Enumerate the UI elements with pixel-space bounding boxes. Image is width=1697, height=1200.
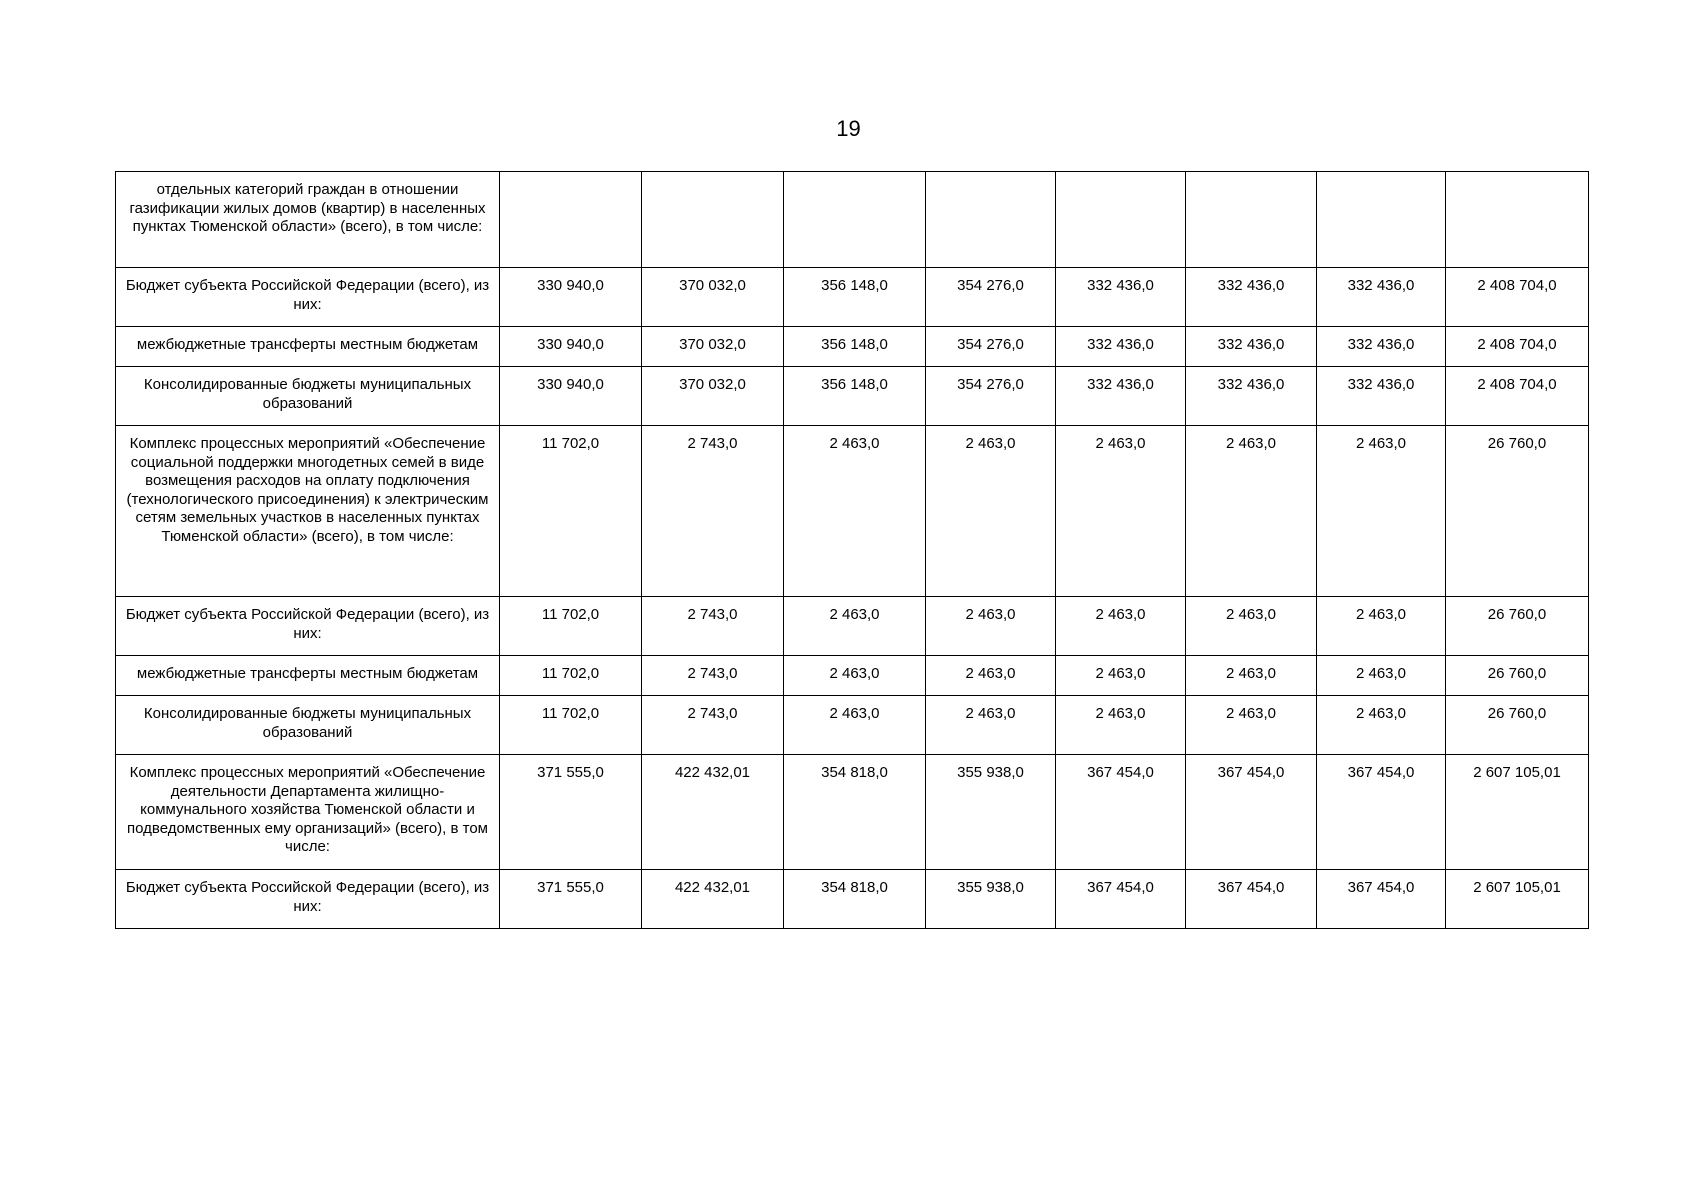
value-cell: 422 432,01	[642, 870, 784, 929]
value-cell: 332 436,0	[1317, 367, 1446, 426]
value-cell: 11 702,0	[500, 597, 642, 656]
table-row	[116, 597, 1589, 656]
value-cell: 2 463,0	[1317, 426, 1446, 597]
value-cell: 367 454,0	[1186, 755, 1317, 870]
value-cell: 354 276,0	[926, 367, 1056, 426]
row-description: межбюджетные трансферты местным бюджетам	[116, 656, 500, 696]
value-cell: 2 463,0	[1186, 656, 1317, 696]
row-description: межбюджетные трансферты местным бюджетам	[116, 327, 500, 367]
value-cell: 332 436,0	[1317, 268, 1446, 327]
value-cell: 332 436,0	[1186, 268, 1317, 327]
value-cell: 11 702,0	[500, 426, 642, 597]
table-row	[116, 656, 1589, 696]
value-cell: 26 760,0	[1446, 597, 1589, 656]
value-cell: 2 463,0	[1056, 656, 1186, 696]
page-number: 19	[836, 116, 861, 141]
value-cell: 2 463,0	[1186, 696, 1317, 755]
value-cell: 2 607 105,01	[1446, 755, 1589, 870]
table-row	[116, 426, 1589, 597]
value-cell: 367 454,0	[1186, 870, 1317, 929]
value-cell: 2 463,0	[1056, 426, 1186, 597]
value-cell: 26 760,0	[1446, 426, 1589, 597]
value-cell: 354 818,0	[784, 870, 926, 929]
value-cell: 2 463,0	[784, 656, 926, 696]
row-description: Консолидированные бюджеты муниципальных образований	[116, 696, 500, 755]
value-cell: 370 032,0	[642, 327, 784, 367]
row-description: Комплекс процессных мероприятий «Обеспечение деятельности Департамента жилищно-коммунального хозяйства Тюменской области и подведомственных ему организаций» (всего), в том числе:	[116, 755, 500, 870]
value-cell: 2 463,0	[926, 426, 1056, 597]
row-description: отдельных категорий граждан в отношении газификации жилых домов (квартир) в населенных пунктах Тюменской области» (всего), в том числе:	[116, 172, 500, 268]
value-cell: 2 463,0	[784, 426, 926, 597]
row-description: Консолидированные бюджеты муниципальных образований	[116, 367, 500, 426]
row-description: Комплекс процессных мероприятий «Обеспечение социальной поддержки многодетных семей в виде возмещения расходов на оплату подключения (технологического присоединения) к электрическим сетям земельных участков в населенных пунктах Тюменской области» (всего), в том числе:	[116, 426, 500, 597]
value-cell: 332 436,0	[1056, 268, 1186, 327]
value-cell: 354 276,0	[926, 327, 1056, 367]
value-cell: 367 454,0	[1056, 755, 1186, 870]
value-cell: 355 938,0	[926, 755, 1056, 870]
value-cell	[926, 172, 1056, 268]
value-cell: 2 463,0	[1186, 597, 1317, 656]
value-cell: 2 743,0	[642, 696, 784, 755]
value-cell: 2 743,0	[642, 426, 784, 597]
value-cell: 11 702,0	[500, 656, 642, 696]
value-cell: 11 702,0	[500, 696, 642, 755]
value-cell	[642, 172, 784, 268]
value-cell: 2 463,0	[1056, 696, 1186, 755]
value-cell: 2 408 704,0	[1446, 327, 1589, 367]
value-cell: 26 760,0	[1446, 696, 1589, 755]
budget-table	[115, 171, 1589, 929]
value-cell: 356 148,0	[784, 327, 926, 367]
value-cell: 2 463,0	[1186, 426, 1317, 597]
value-cell: 371 555,0	[500, 755, 642, 870]
value-cell: 354 276,0	[926, 268, 1056, 327]
value-cell	[784, 172, 926, 268]
value-cell: 370 032,0	[642, 367, 784, 426]
row-description: Бюджет субъекта Российской Федерации (всего), из них:	[116, 268, 500, 327]
value-cell	[1446, 172, 1589, 268]
table-row	[116, 367, 1589, 426]
value-cell: 2 463,0	[784, 597, 926, 656]
value-cell: 330 940,0	[500, 268, 642, 327]
row-description: Бюджет субъекта Российской Федерации (всего), из них:	[116, 870, 500, 929]
table-row	[116, 696, 1589, 755]
table-row	[116, 755, 1589, 870]
value-cell: 332 436,0	[1056, 327, 1186, 367]
value-cell: 356 148,0	[784, 268, 926, 327]
value-cell: 330 940,0	[500, 367, 642, 426]
value-cell: 332 436,0	[1317, 327, 1446, 367]
value-cell: 370 032,0	[642, 268, 784, 327]
value-cell: 367 454,0	[1056, 870, 1186, 929]
value-cell	[1317, 172, 1446, 268]
value-cell: 2 463,0	[926, 597, 1056, 656]
value-cell: 2 607 105,01	[1446, 870, 1589, 929]
value-cell: 2 463,0	[1056, 597, 1186, 656]
value-cell: 367 454,0	[1317, 870, 1446, 929]
value-cell: 2 463,0	[1317, 656, 1446, 696]
value-cell	[1186, 172, 1317, 268]
value-cell: 354 818,0	[784, 755, 926, 870]
value-cell: 2 743,0	[642, 597, 784, 656]
value-cell: 356 148,0	[784, 367, 926, 426]
value-cell: 2 408 704,0	[1446, 268, 1589, 327]
value-cell: 332 436,0	[1186, 327, 1317, 367]
value-cell: 330 940,0	[500, 327, 642, 367]
value-cell: 2 463,0	[784, 696, 926, 755]
value-cell: 332 436,0	[1056, 367, 1186, 426]
table-row	[116, 268, 1589, 327]
table-row	[116, 870, 1589, 929]
table-row	[116, 172, 1589, 268]
value-cell	[1056, 172, 1186, 268]
value-cell: 2 463,0	[926, 656, 1056, 696]
value-cell: 367 454,0	[1317, 755, 1446, 870]
value-cell: 2 408 704,0	[1446, 367, 1589, 426]
row-description: Бюджет субъекта Российской Федерации (всего), из них:	[116, 597, 500, 656]
budget-table-body	[116, 172, 1589, 929]
value-cell: 422 432,01	[642, 755, 784, 870]
value-cell: 2 463,0	[1317, 597, 1446, 656]
value-cell: 26 760,0	[1446, 656, 1589, 696]
value-cell	[500, 172, 642, 268]
table-row	[116, 327, 1589, 367]
value-cell: 2 463,0	[926, 696, 1056, 755]
value-cell: 332 436,0	[1186, 367, 1317, 426]
value-cell: 355 938,0	[926, 870, 1056, 929]
value-cell: 2 743,0	[642, 656, 784, 696]
value-cell: 2 463,0	[1317, 696, 1446, 755]
value-cell: 371 555,0	[500, 870, 642, 929]
